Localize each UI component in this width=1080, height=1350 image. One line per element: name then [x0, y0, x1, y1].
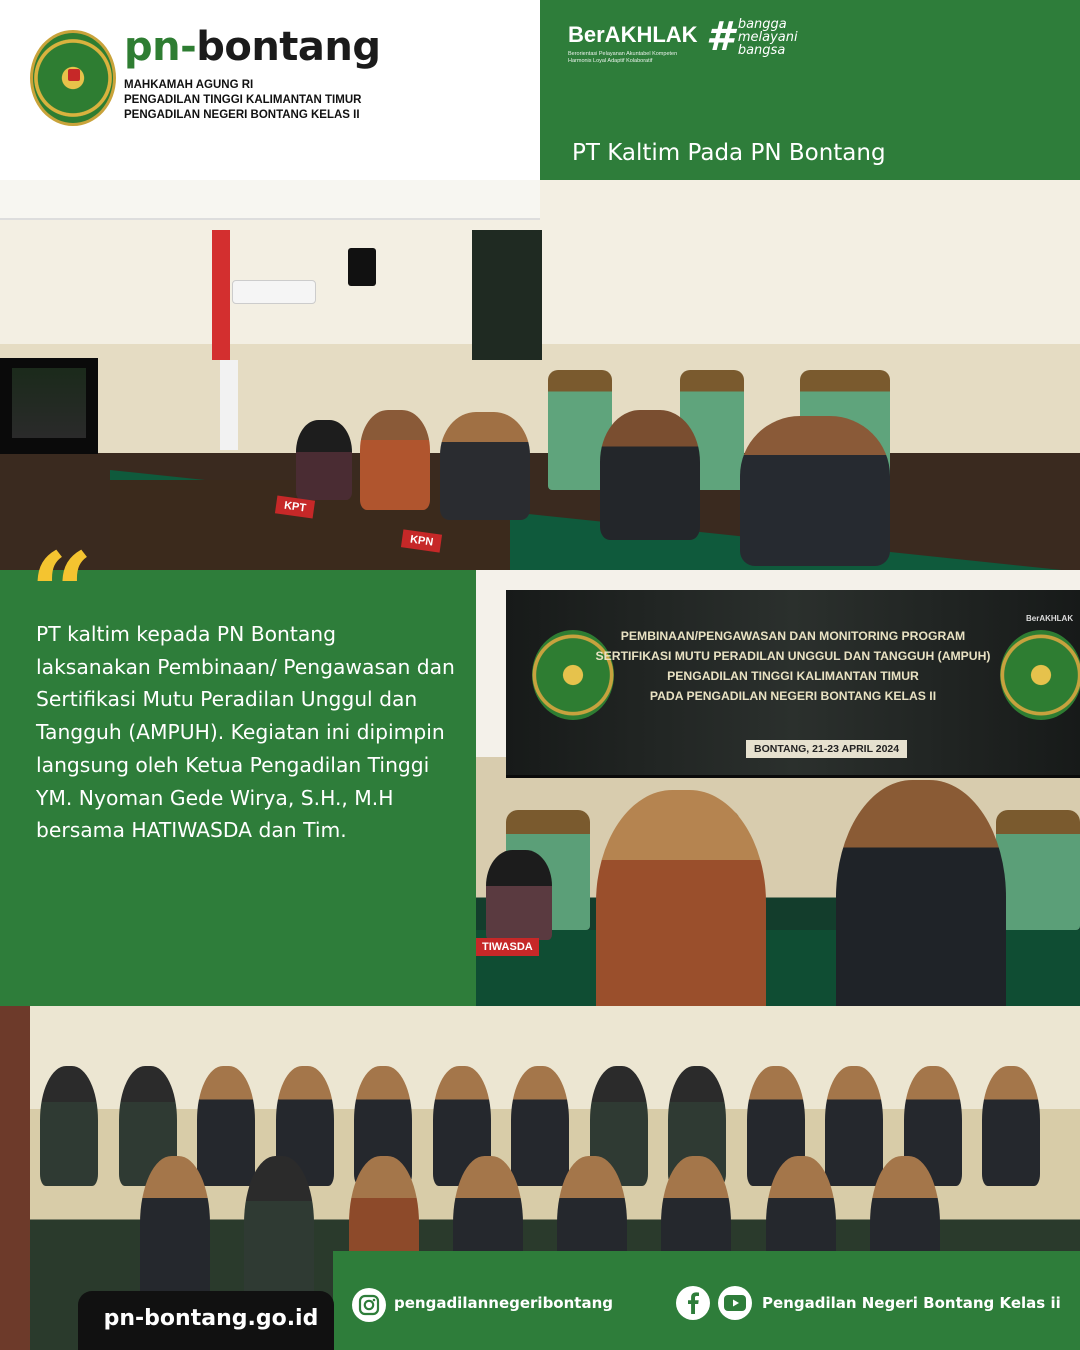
org-line: MAHKAMAH AGUNG RI — [124, 79, 254, 91]
brand-name: pn-bontang — [124, 24, 381, 70]
website-link[interactable]: pn-bontang.go.id — [103, 1306, 319, 1331]
quote-text: PT kaltim kepada PN Bontang laksanakan Pembinaan/ Pengawasan dan Sertifikasi Mutu Peradilan Unggul dan Tangguh (AMPUH). Kegiatan ini dipimpin langsung oleh Ketua Pengadilan Tinggi YM. Nyoman Gede Wirya, S.H., M.H bersama HATIWASDA dan Tim. — [36, 622, 455, 843]
instagram-handle[interactable]: pengadilannegeribontang — [394, 1294, 614, 1312]
screen-line: PEMBINAAN/PENGAWASAN DAN MONITORING PROGRAM — [620, 629, 966, 643]
instagram-icon[interactable] — [352, 1288, 386, 1322]
person — [486, 850, 552, 940]
judge-chair — [996, 810, 1080, 930]
bangga-line: bangsa — [737, 42, 786, 58]
monitor-screen — [0, 358, 98, 454]
person — [296, 420, 352, 500]
photo-handshake — [476, 570, 1080, 1038]
court-seal-icon — [30, 30, 116, 126]
screen-date: BONTANG, 21-23 APRIL 2024 — [746, 740, 907, 758]
bangga-melayani-logo — [706, 14, 798, 60]
organization-lines — [124, 78, 361, 123]
person-batik — [596, 790, 766, 1038]
org-line: PENGADILAN TINGGI KALIMANTAN TIMUR — [124, 94, 362, 106]
person-uniform — [836, 780, 1006, 1038]
nameplate-kpn: KPN — [401, 529, 442, 552]
screen-berakhlak: BerAKHLAK — [1026, 614, 1074, 623]
air-conditioner — [232, 280, 316, 304]
facebook-youtube-name[interactable]: Pengadilan Negeri Bontang Kelas ii — [762, 1294, 1061, 1312]
flag-red — [212, 230, 230, 360]
event-screen — [506, 590, 1080, 778]
speaker — [348, 248, 376, 286]
bangga-line: bangga — [737, 16, 787, 32]
person — [600, 410, 700, 540]
youtube-icon[interactable] — [718, 1286, 752, 1320]
person — [740, 416, 890, 566]
bangga-line: melayani — [737, 29, 798, 45]
hashtag-icon: # — [706, 14, 734, 60]
headline-subtitle: PT Kaltim Pada PN Bontang — [572, 140, 886, 166]
desk-tag: TIWASDA — [476, 938, 539, 956]
facebook-icon[interactable] — [676, 1286, 710, 1320]
person — [440, 412, 530, 520]
wall-banner — [472, 230, 542, 360]
berakhlak-tagline: Berorientasi Pelayanan Akuntabel Kompeten Harmonis Loyal Adaptif Kolaboratif — [568, 51, 678, 64]
flag-white — [220, 360, 238, 450]
screen-line: PADA PENGADILAN NEGERI BONTANG KELAS II — [649, 689, 937, 703]
screen-line: SERTIFIKASI MUTU PERADILAN UNGGUL DAN TANGGUH (AMPUH) — [595, 649, 991, 663]
quote-icon: “ — [30, 528, 94, 657]
berakhlak-title: BerAKHLAK — [568, 22, 698, 47]
nameplate-kpt: KPT — [275, 495, 315, 518]
photo-meeting — [0, 180, 1080, 570]
berakhlak-logo — [568, 22, 698, 65]
org-line: PENGADILAN NEGERI BONTANG KELAS II — [124, 109, 360, 121]
screen-line: PENGADILAN TINGGI KALIMANTAN TIMUR — [667, 669, 919, 683]
person — [360, 410, 430, 510]
